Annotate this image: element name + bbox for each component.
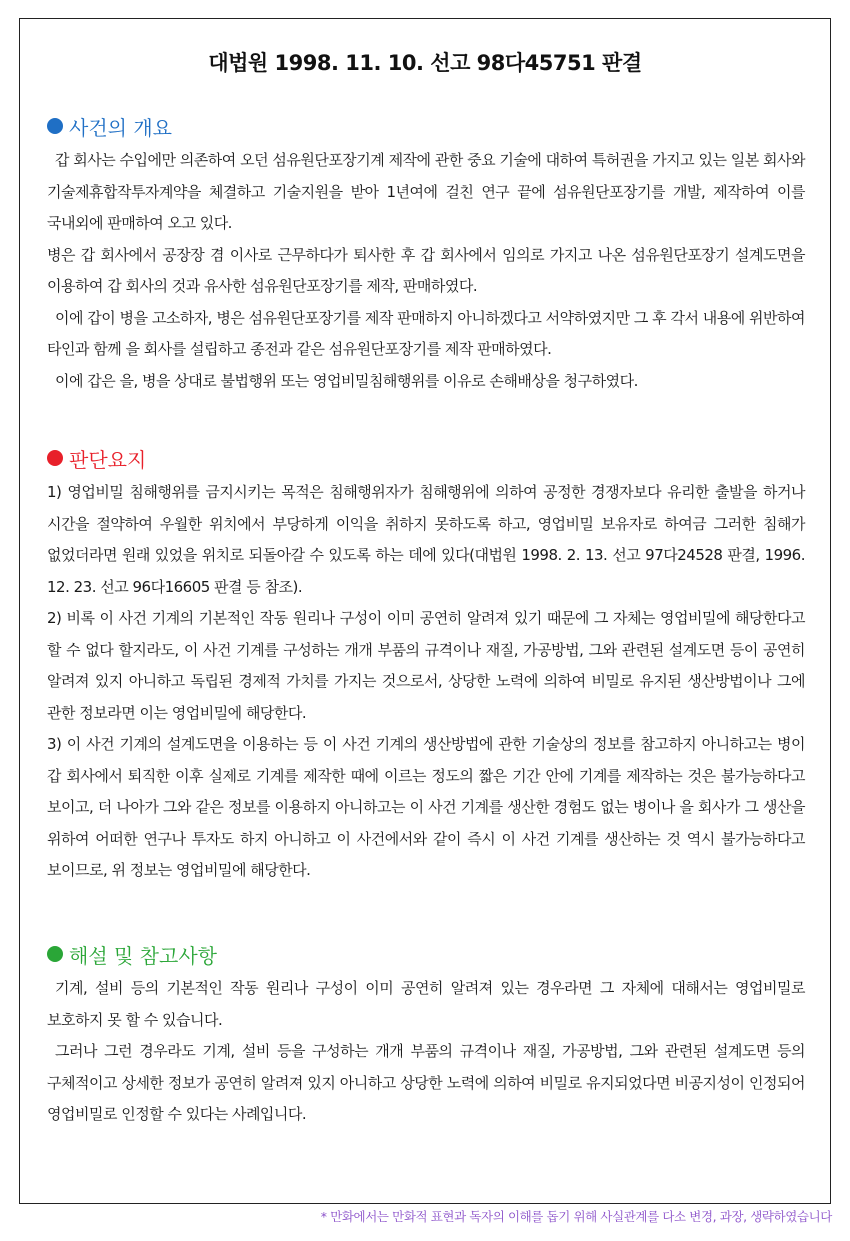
bullet-dot-icon [47, 450, 63, 466]
paragraph: 기계, 설비 등의 기본적인 작동 원리나 구성이 이미 공연히 알려져 있는 경우라면 그 자체에 대해서는 영업비밀로 보호하지 못 할 수 있습니다. [47, 979, 805, 1029]
paragraph: 이에 갑이 병을 고소하자, 병은 섬유원단포장기를 제작 판매하지 아니하겠다고 서약하였지만 그 후 각서 내용에 위반하여 타인과 함께 을 회사를 설립하고 종전과 같은 섬유원단포장기를 제작 판매하였다. [47, 308, 805, 358]
paragraph: 갑 회사는 수입에만 의존하여 오던 섬유원단포장기계 제작에 관한 중요 기술에 대하여 특허권을 가지고 있는 일본 회사와 기술제휴합작투자계약을 체결하고 기술지원을 받아 1년여에 걸친 연구 끝에 섬유원단포장기를 개발, 제작하여 이를 국내외에 판매하여 오고 있다. [47, 151, 805, 232]
disclaimer-footnote: * 만화에서는 만화적 표현과 독자의 이해를 돕기 위해 사실관계를 다소 변경, 과장, 생략하였습니다 [320, 1209, 832, 1224]
page-title: 대법원 1998. 11. 10. 선고 98다45751 판결 [208, 51, 642, 75]
section-heading-text: 해설 및 참고사항 [69, 943, 217, 968]
section-heading-text: 사건의 개요 [69, 115, 172, 140]
section-judgment-summary [47, 443, 805, 887]
section-heading [47, 939, 805, 969]
paragraph: 병은 갑 회사에서 공장장 겸 이사로 근무하다가 퇴사한 후 갑 회사에서 임의로 가지고 나온 섬유원단포장기 설계도면을 이용하여 갑 회사의 것과 유사한 섬유원단포장기를 제작, 판매하였다. [47, 245, 805, 295]
paragraph: 1) 영업비밀 침해행위를 금지시키는 목적은 침해행위자가 침해행위에 의하여 공정한 경쟁자보다 유리한 출발을 하거나 시간을 절약하여 우월한 위치에서 부당하게 이익을 취하지 못하도록 하고, 영업비밀 보유자로 하여금 그러한 침해가 없었더라면 원래 있었을 위치로 되돌아갈 수 있도록 하는 데에 있다(대법원 1998. 2. 13. 선고 97다24528 판결, 1996. 12. 23. 선고 96다16605 판결 등 참조). [47, 483, 805, 596]
section-commentary [47, 939, 805, 1131]
section-heading-text: 판단요지 [69, 447, 147, 472]
section-case-overview [47, 111, 805, 397]
paragraph: 2) 비록 이 사건 기계의 기본적인 작동 원리나 구성이 이미 공연히 알려져 있기 때문에 그 자체는 영업비밀에 해당한다고 할 수 없다 할지라도, 이 사건 기계를 구성하는 개개 부품의 규격이나 재질, 가공방법, 그와 관련된 설계도면 등이 공연히 알려져 있지 아니하고 독립된 경제적 가치를 가지는 것으로서, 상당한 노력에 의하여 비밀로 유지된 생산방법이나 그에 관한 정보라면 이는 영업비밀에 해당한다. [47, 609, 805, 722]
bullet-dot-icon [47, 946, 63, 962]
bullet-dot-icon [47, 118, 63, 134]
section-heading [47, 443, 805, 473]
document-frame [19, 18, 831, 1204]
paragraph: 이에 갑은 을, 병을 상대로 불법행위 또는 영업비밀침해행위를 이유로 손해배상을 청구하였다. [55, 371, 638, 390]
paragraph: 3) 이 사건 기계의 설계도면을 이용하는 등 이 사건 기계의 생산방법에 관한 기술상의 정보를 참고하지 아니하고는 병이 갑 회사에서 퇴직한 이후 실제로 기계를 제작한 때에 이르는 정도의 짧은 기간 안에 기계를 제작하는 것은 불가능하다고 보이고, 더 나아가 그와 같은 정보를 이용하지 아니하고는 이 사건 기계를 생산한 경험도 없는 병이나 을 회사가 그 생산을 위하여 어떠한 연구나 투자도 하지 아니하고 이 사건에서와 같이 즉시 이 사건 기계를 생산하는 것 역시 불가능하다고 보이므로, 위 정보는 영업비밀에 해당한다. [47, 735, 805, 879]
paragraph: 그러나 그런 경우라도 기계, 설비 등을 구성하는 개개 부품의 규격이나 재질, 가공방법, 그와 관련된 설계도면 등의 구체적이고 상세한 정보가 공연히 알려져 있지 아니하고 상당한 노력에 의하여 비밀로 유지되었다면 비공지성이 인정되어 영업비밀로 인정할 수 있다는 사례입니다. [47, 1042, 805, 1123]
section-heading [47, 111, 805, 141]
